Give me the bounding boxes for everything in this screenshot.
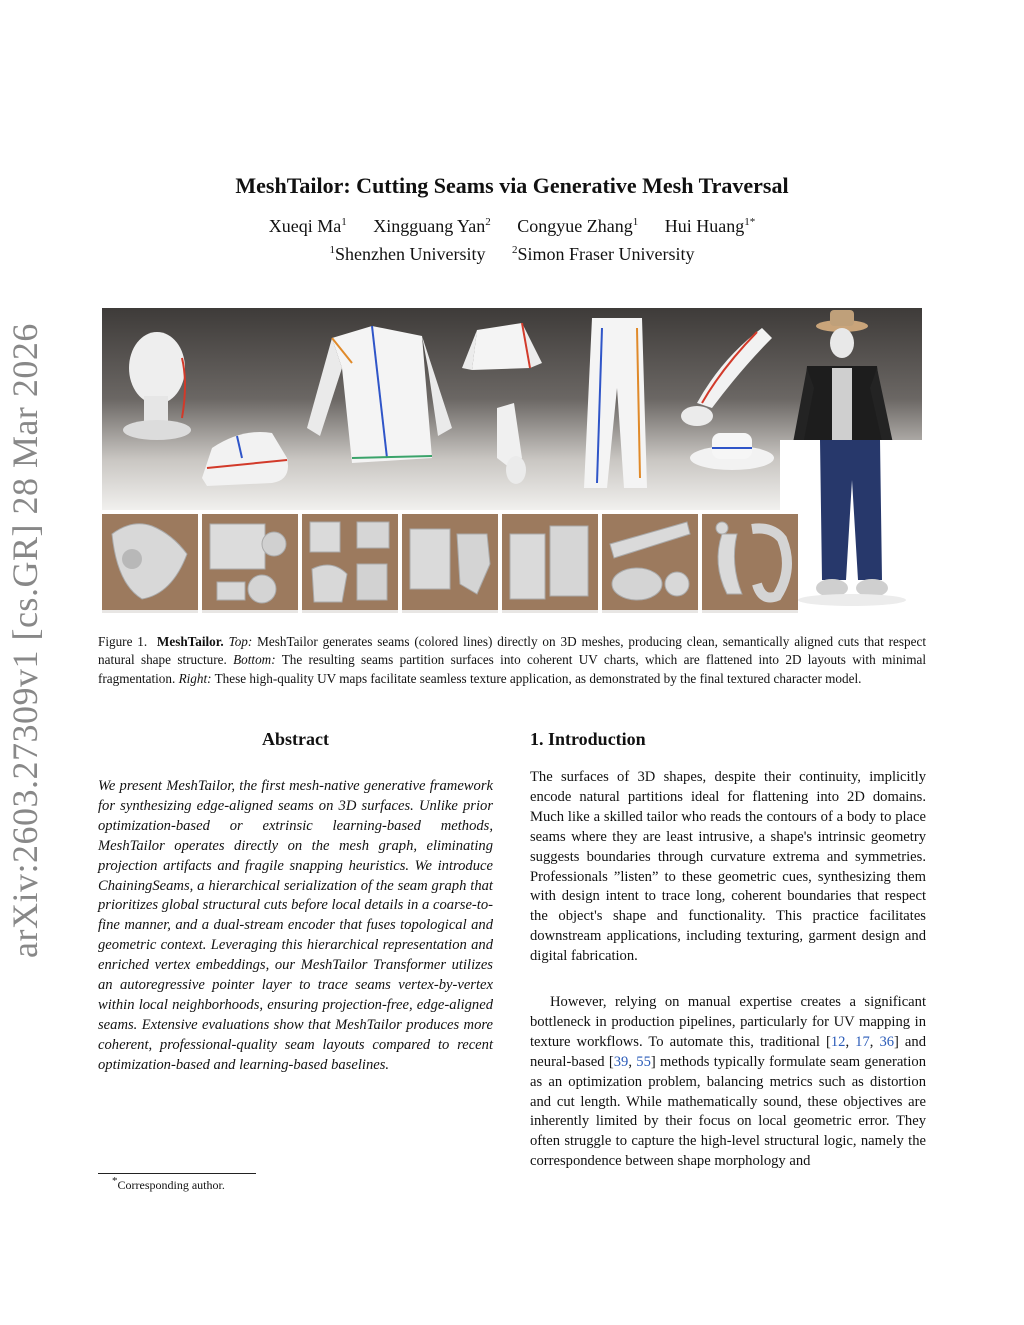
affiliation: $^2$Simon Fraser University	[511, 244, 695, 264]
caption-label: Figure 1.	[98, 634, 148, 649]
caption-title: MeshTailor.	[156, 634, 224, 649]
introduction-paragraph-2: However, relying on manual expertise creates a significant bottleneck in production pipelines, particularly for UV mapping in texture workflows. To automate this, traditional [12, 17, 36] and neural-based [39, 55] methods typically formulate seam generation as an optimization problem, balancing metrics such as distortion and cut length. While mathematically sound, these objectives are inherently limited by their focus on local geometric error. They often struggle to capture the high-level structural logic, namely the correspondence between shape morphology and	[530, 994, 927, 1170]
introduction-paragraph-1: The surfaces of 3D shapes, despite their continuity, implicitly encode natural partitions ideal for flattening into 2D domains. Much like a skilled tailor who reads the contours of a body to place seams where they are least intrusive, a shape's intrinsic geometry suggests boundaries through curvature extrema and symmetries. Professionals ”listen” to these geometric cues, synthesizing them with design intent to trace long, coherent boundaries that respect the object's shape and functionality. This practice facilitates downstream applications, including texturing, garment design and digital fabrication.	[530, 769, 926, 965]
uv-chart-jacket	[302, 514, 398, 613]
abstract-text: We present MeshTailor, the first mesh-native generative framework for synthesizing edge-aligned seams on 3D surfaces. Unlike prior optimization-based or extrinsic learning-based methods, MeshTailor operates directly on the mesh graph, eliminating projection artifacts and fragile snapping heuristics. We introduce ChainingSeams, a hierarchical serialization of the seam graph that prioritizes global structural cuts before local details in a coarse-to-fine manner, and a dual-stream encoder that fuses topological and geometric context. Leveraging this hierarchical representation and enriched vertex embeddings, our MeshTailor Transformer utilizes an autoregressive pointer layer to trace seams vertex-by-vertex within local neighborhoods, ensuring projection-free, edge-aligned seams. Extensive evaluations show that MeshTailor produces more coherent, professional-quality seam layouts compared to recent optimization-based and learning-based baselines.	[98, 778, 493, 1073]
uv-chart-shoe	[202, 514, 298, 613]
citation-link[interactable]: 36	[879, 1033, 895, 1050]
arxiv-identifier: arXiv:2603.27309v1 [cs.GR] 28 Mar 2026	[5, 323, 45, 958]
footnote: *Corresponding author.	[112, 1175, 225, 1192]
figure-right-character	[780, 440, 922, 612]
hat-mesh	[690, 433, 774, 470]
citation-link[interactable]: 55	[636, 1053, 651, 1070]
arm-mesh	[681, 328, 772, 426]
introduction-heading: 1. Introduction	[530, 729, 646, 749]
hand-mesh	[497, 403, 526, 484]
citation-link[interactable]: 17	[855, 1033, 870, 1050]
head-mesh	[123, 332, 191, 440]
author: Congyue Zhang$^1$	[517, 216, 639, 236]
shoe-mesh	[202, 432, 288, 486]
author: Xingguang Yan$^2$	[373, 216, 491, 236]
sweater-mesh	[462, 323, 542, 370]
author-list	[0, 216, 1024, 237]
citation-link[interactable]: 39	[613, 1053, 629, 1070]
character-legs	[780, 440, 922, 612]
uv-chart-hat	[702, 514, 798, 613]
author: Xueqi Ma$^1$	[268, 216, 347, 236]
citation-link[interactable]: 12	[830, 1033, 846, 1050]
footnote-rule	[98, 1173, 256, 1174]
figure-caption: Figure 1. MeshTailor. Top: MeshTailor generates seams (colored lines) directly on 3D meshes, producing clean, semantically aligned cuts that respect natural shape structure. Bottom: The resulting seams partition surfaces into coherent UV charts, which are flattened into 2D layouts with minimal fragmentation. Right: These high-quality UV maps facilitate seamless texture application, as demonstrated by the final textured character model.	[98, 634, 926, 686]
character-model	[792, 310, 894, 458]
pants-mesh	[584, 318, 647, 488]
uv-chart-head	[102, 514, 198, 613]
uv-chart-pants	[502, 514, 598, 613]
affiliation-list	[0, 244, 1024, 265]
uv-chart-hand	[402, 514, 498, 613]
paper-title: MeshTailor: Cutting Seams via Generative Mesh Traversal	[235, 173, 789, 198]
abstract-heading: Abstract	[262, 729, 329, 749]
uv-chart-arm	[602, 514, 698, 613]
jacket-mesh	[307, 326, 452, 463]
affiliation: $^1$Shenzhen University	[329, 244, 486, 264]
author: Hui Huang$^{1*}$	[664, 216, 756, 236]
